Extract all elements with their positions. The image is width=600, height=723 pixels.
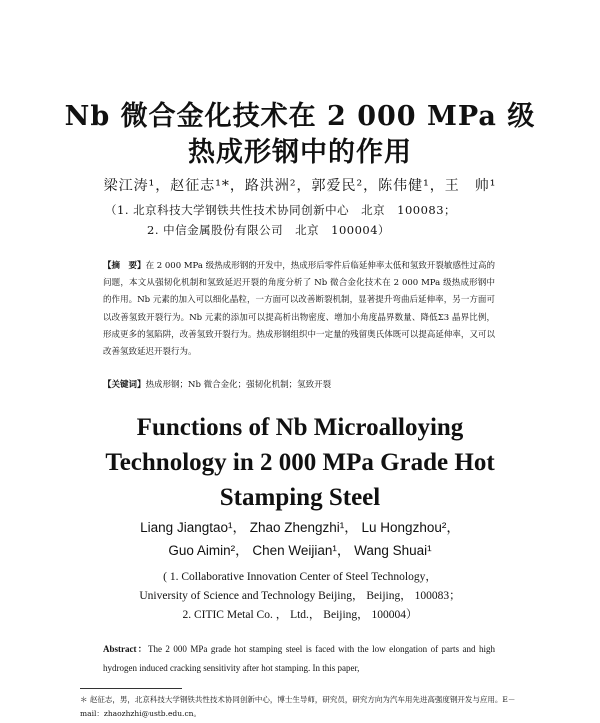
chinese-abstract-label: 【摘 要】 bbox=[103, 261, 146, 271]
english-title-line-2: Technology in 2 000 MPa Grade Hot bbox=[105, 449, 495, 476]
chinese-title-line-1: Nb 微合金化技术在 2 000 MPa 级 bbox=[64, 101, 536, 132]
chinese-abstract-text: 在 2 000 MPa 级热成形钢的开发中，热成形后零件后临延伸率太低和氢致开裂敏感性过高的问题，本文从强韧化机制和氢致延迟开裂的角度分析了 Nb 微合金化技术在 2 000 MPa 级热成形钢中的作用。Nb 元素的加入可以细化晶粒，一方面可以改善断裂机制，显著提升弯曲后延伸率，另一方面可以改善氢致开裂行为。Nb 元素的添加可以提高析出物密度、增加小角度晶界数量、降低Σ3 晶界比例，形成更多的氢陷阱，改善氢致开裂行为。热成形钢组织中一定量的残留奥氏体既可以提高延伸率，又可以改善氢致延迟开裂行为。 bbox=[103, 261, 495, 358]
chinese-affiliation-line-2: 2. 中信金属股份有限公司 北京 100004） bbox=[147, 223, 391, 237]
chinese-abstract bbox=[103, 258, 495, 361]
english-abstract-label: Abstract： bbox=[103, 644, 148, 654]
english-authors-line-1: Liang Jiangtao¹， Zhao Zhengzhi¹， Lu Hongzhou²， bbox=[140, 520, 460, 535]
english-affiliation-line-1: ( 1. Collaborative Innovation Center of Steel Technology， bbox=[163, 571, 437, 583]
chinese-keywords bbox=[103, 377, 495, 393]
english-title-line-1: Functions of Nb Microalloying bbox=[136, 414, 464, 441]
english-abstract-text: The 2 000 MPa grade hot stamping steel is faced with the low elongation of parts and high hydrogen induced cracking sensitivity after hot stamping. In this paper, bbox=[103, 644, 495, 673]
english-title-line-3: Stamping Steel bbox=[219, 484, 381, 511]
chinese-authors: 梁江涛¹，赵征志¹*，路洪洲²，郭爱民²，陈伟健¹，王 帅¹ bbox=[103, 178, 497, 194]
english-affiliation-line-2: University of Science and Technology Beijing， Beijing， 100083； bbox=[139, 590, 461, 602]
english-affiliation-line-3: 2. CITIC Metal Co. ， Ltd.， Beijing， 100004） bbox=[182, 609, 418, 621]
footnote-divider bbox=[80, 688, 182, 689]
chinese-affiliation-line-1: （1. 北京科技大学钢铁共性技术协同创新中心 北京 100083； bbox=[105, 203, 457, 217]
footnote: ＊ 赵征志，男，北京科技大学钢铁共性技术协同创新中心，博士生导师，研究员，研究方向为汽车用先进高强度钢开发与应用。E－mail：zhaozhzhi@ustb.edu.cn。 bbox=[80, 695, 516, 718]
chinese-keywords-text: 热成形钢；Nb 微合金化；强韧化机制；氢致开裂 bbox=[145, 380, 332, 390]
english-abstract bbox=[103, 640, 495, 678]
chinese-keywords-label: 【关键词】 bbox=[103, 380, 146, 390]
english-authors-line-2: Guo Aimin²， Chen Weijian¹， Wang Shuai¹ bbox=[168, 543, 432, 558]
chinese-title-line-2: 热成形钢中的作用 bbox=[188, 137, 412, 168]
